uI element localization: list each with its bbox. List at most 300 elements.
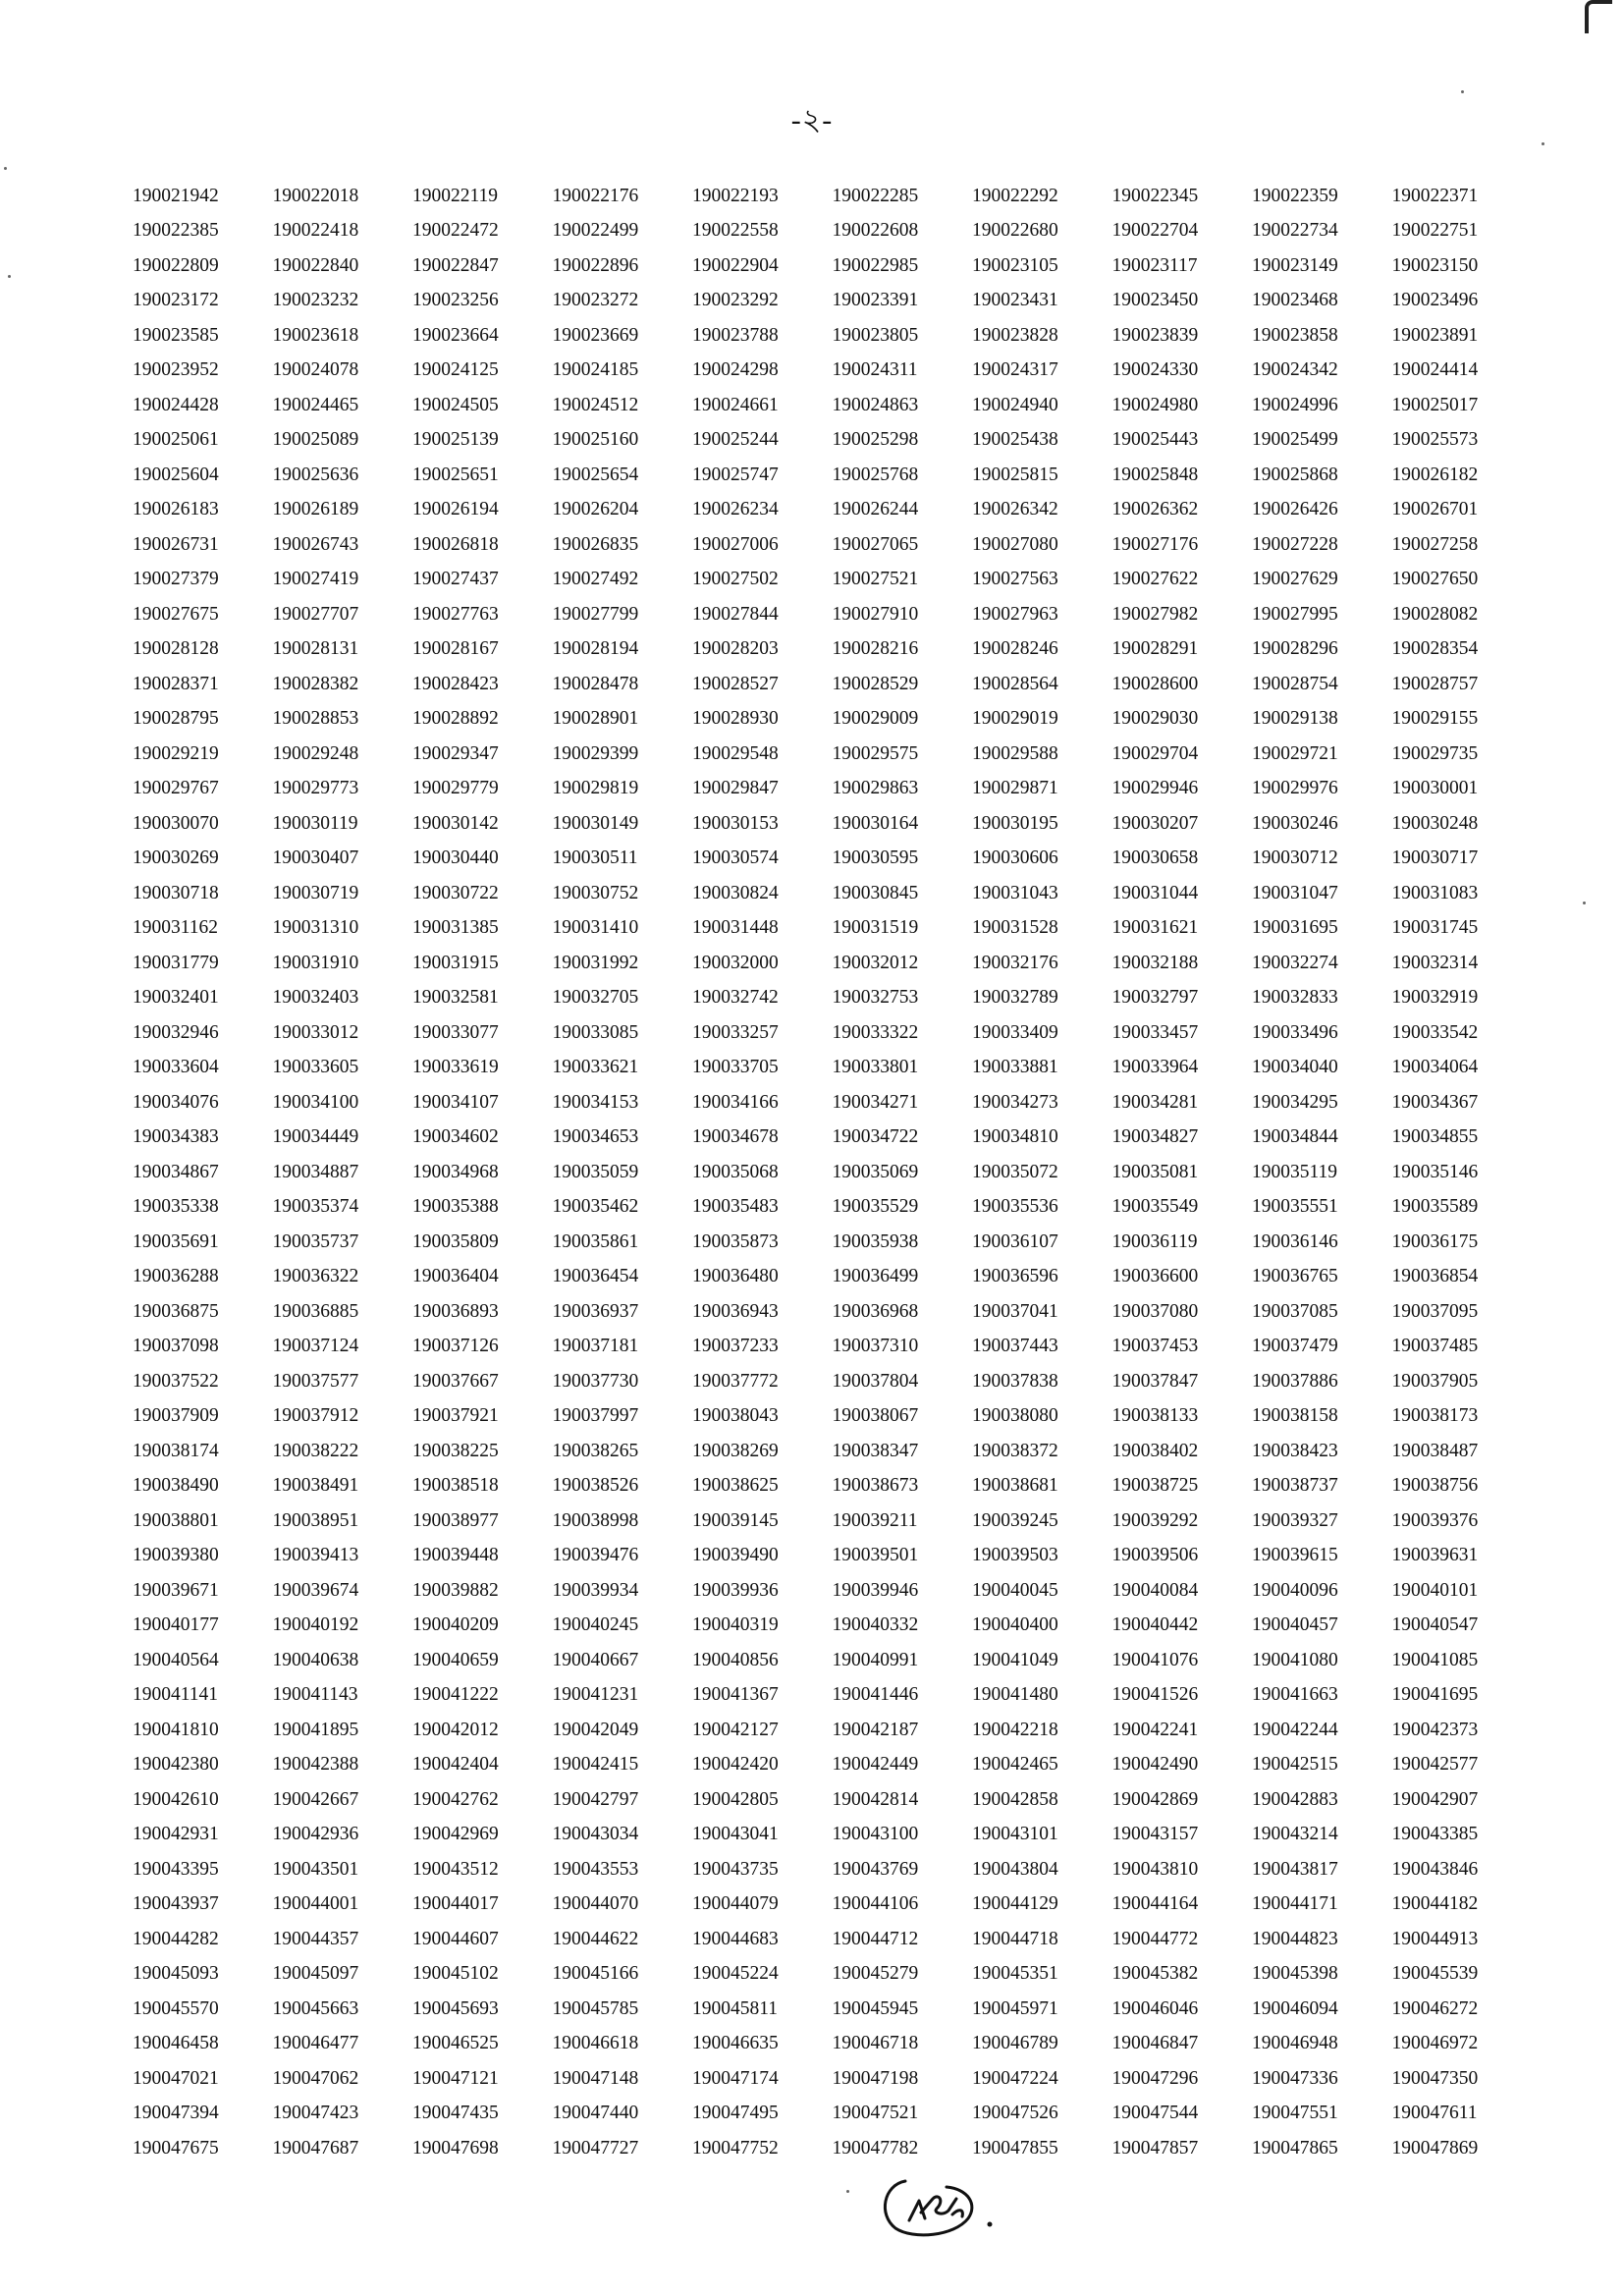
roll-number-cell: 190024414 (1391, 359, 1479, 381)
roll-number-cell: 190030606 (972, 847, 1058, 869)
roll-number-cell: 190039327 (1252, 1509, 1338, 1531)
table-row (133, 284, 1532, 319)
roll-number-cell: 190034449 (272, 1126, 359, 1148)
roll-number-cell: 190038737 (1252, 1475, 1338, 1497)
roll-number-cell: 190040547 (1391, 1614, 1479, 1636)
roll-number-cell: 190023664 (412, 324, 499, 346)
roll-number-cell: 190042805 (692, 1788, 779, 1810)
roll-number-cell: 190025017 (1391, 394, 1479, 415)
table-row (133, 1503, 1532, 1539)
roll-number-cell: 190047148 (552, 2067, 639, 2089)
roll-number-cell: 190041810 (133, 1719, 219, 1740)
roll-number-cell: 190038347 (832, 1440, 919, 1461)
roll-number-cell: 190027563 (972, 569, 1058, 590)
roll-number-cell: 190043385 (1391, 1824, 1479, 1845)
roll-number-cell: 190038490 (133, 1475, 219, 1497)
roll-number-cell: 190022704 (1111, 220, 1199, 242)
roll-number-cell: 190022371 (1391, 185, 1479, 206)
roll-number-cell: 190025868 (1252, 464, 1338, 485)
roll-number-cell: 190041080 (1252, 1649, 1338, 1670)
table-row (133, 563, 1532, 598)
roll-number-cell: 190047752 (692, 2137, 779, 2159)
roll-number-cell: 190031044 (1111, 882, 1199, 903)
roll-number-cell: 190036499 (832, 1266, 919, 1287)
table-row (133, 1678, 1532, 1714)
roll-number-cell: 190024512 (552, 394, 639, 415)
roll-number-cell: 190024317 (972, 359, 1058, 381)
roll-number-cell: 190047440 (552, 2103, 639, 2124)
roll-number-cell: 190036146 (1252, 1230, 1338, 1252)
roll-number-cell: 190038491 (272, 1475, 359, 1497)
roll-number-cell: 190027006 (692, 533, 779, 555)
roll-number-cell: 190041143 (272, 1684, 358, 1706)
roll-number-cell: 190047296 (1111, 2067, 1199, 2089)
table-row (133, 1260, 1532, 1295)
roll-number-cell: 190028082 (1391, 603, 1479, 625)
roll-number-cell: 190042667 (272, 1788, 359, 1810)
roll-number-cell: 190030195 (972, 812, 1058, 834)
speck (1583, 902, 1586, 904)
roll-number-cell: 190027763 (412, 603, 499, 625)
table-row (133, 1539, 1532, 1574)
roll-number-cell: 190034273 (972, 1091, 1058, 1113)
roll-number-cell: 190033604 (133, 1057, 219, 1078)
roll-number-cell: 190039674 (272, 1579, 359, 1601)
table-row (133, 1294, 1532, 1330)
roll-number-cell: 190042187 (832, 1719, 919, 1740)
table-row (133, 1748, 1532, 1783)
roll-number-cell: 190031410 (552, 917, 639, 939)
roll-number-cell: 190036404 (412, 1266, 499, 1287)
roll-number-cell: 190028296 (1252, 638, 1338, 660)
roll-number-cell: 190034678 (692, 1126, 779, 1148)
roll-number-cell: 190025443 (1111, 429, 1199, 451)
roll-number-cell: 190023256 (412, 290, 499, 311)
roll-number-cell: 190036765 (1252, 1266, 1338, 1287)
roll-number-cell: 190032797 (1111, 987, 1199, 1009)
roll-number-cell: 190037667 (412, 1370, 499, 1392)
table-row (133, 1015, 1532, 1051)
roll-number-cell: 190035589 (1391, 1196, 1479, 1218)
roll-number-cell: 190041049 (972, 1649, 1058, 1670)
roll-number-cell: 190042380 (133, 1754, 219, 1776)
roll-number-cell: 190028371 (133, 673, 219, 694)
roll-number-cell: 190032753 (832, 987, 919, 1009)
roll-number-cell: 190043100 (832, 1824, 919, 1845)
roll-number-cell: 190041222 (412, 1684, 499, 1706)
roll-number-cell: 190037443 (972, 1336, 1058, 1357)
roll-number-cell: 190028382 (272, 673, 359, 694)
roll-number-cell: 190029773 (272, 778, 359, 799)
roll-number-cell: 190027844 (692, 603, 779, 625)
roll-number-cell: 190026743 (272, 533, 359, 555)
roll-number-cell: 190042858 (972, 1788, 1058, 1810)
roll-number-cell: 190039671 (133, 1579, 219, 1601)
table-row (133, 1121, 1532, 1156)
roll-number-cell: 190029347 (412, 742, 499, 764)
roll-number-cell: 190044182 (1391, 1893, 1479, 1915)
roll-number-cell: 190037085 (1252, 1300, 1338, 1322)
roll-number-cell: 190024980 (1111, 394, 1199, 415)
roll-number-cell: 190035119 (1252, 1161, 1338, 1182)
roll-number-cell: 190025815 (972, 464, 1058, 485)
roll-number-cell: 190023839 (1111, 324, 1199, 346)
roll-number-cell: 190039413 (272, 1545, 359, 1566)
roll-number-cell: 190040659 (412, 1649, 499, 1670)
roll-number-cell: 190029030 (1111, 708, 1199, 730)
roll-number-cell: 190047869 (1391, 2137, 1479, 2159)
roll-number-cell: 190037912 (272, 1405, 359, 1427)
roll-number-cell: 190033619 (412, 1057, 499, 1078)
roll-number-cell: 190038756 (1391, 1475, 1479, 1497)
roll-number-cell: 190023450 (1111, 290, 1199, 311)
roll-number-cell: 190038158 (1252, 1405, 1338, 1427)
roll-number-cell: 190025298 (832, 429, 919, 451)
table-row (133, 842, 1532, 877)
roll-number-cell: 190038998 (552, 1509, 639, 1531)
roll-number-cell: 190046948 (1252, 2033, 1338, 2054)
roll-number-cell: 190045971 (972, 1997, 1058, 2019)
roll-number-cell: 190033496 (1252, 1021, 1338, 1043)
signature-mark (874, 2163, 1001, 2242)
table-row (133, 806, 1532, 842)
roll-number-cell: 190022119 (412, 185, 499, 206)
roll-number-cell: 190041085 (1391, 1649, 1479, 1670)
roll-number-cell: 190040177 (133, 1614, 219, 1636)
table-row (133, 981, 1532, 1016)
roll-number-cell: 190042490 (1111, 1754, 1199, 1776)
roll-number-cell: 190040096 (1252, 1579, 1338, 1601)
roll-number-cell: 190044622 (552, 1928, 639, 1949)
roll-number-cell: 190047021 (133, 2067, 219, 2089)
table-row (133, 1922, 1532, 1957)
roll-number-cell: 190032581 (412, 987, 499, 1009)
roll-number-cell: 190038681 (972, 1475, 1058, 1497)
roll-number-cell: 190031915 (412, 952, 499, 973)
roll-number-cell: 190041141 (133, 1684, 219, 1706)
roll-number-cell: 190022558 (692, 220, 779, 242)
roll-number-cell: 190037909 (133, 1405, 219, 1427)
roll-number-cell: 190035388 (412, 1196, 499, 1218)
roll-number-cell: 190023468 (1252, 290, 1338, 311)
roll-number-cell: 190037730 (552, 1370, 639, 1392)
roll-number-cell: 190047435 (412, 2103, 499, 2124)
roll-number-cell: 190038043 (692, 1405, 779, 1427)
table-row (133, 2027, 1532, 2062)
table-row (133, 1434, 1532, 1469)
table-row (133, 248, 1532, 284)
roll-number-cell: 190035462 (552, 1196, 639, 1218)
roll-number-cell: 190046458 (133, 2033, 219, 2054)
table-row (133, 1992, 1532, 2027)
roll-number-cell: 190037098 (133, 1336, 219, 1357)
roll-number-cell: 190046094 (1252, 1997, 1338, 2019)
roll-number-cell: 190047521 (832, 2103, 919, 2124)
roll-number-cell: 190022985 (832, 254, 919, 276)
table-row (133, 2061, 1532, 2097)
roll-number-cell: 190044712 (832, 1928, 919, 1949)
roll-number-cell: 190035529 (832, 1196, 919, 1218)
roll-number-cell: 190040856 (692, 1649, 779, 1670)
speck (1461, 90, 1464, 93)
roll-number-cell: 190028853 (272, 708, 359, 730)
roll-number-cell: 190034271 (832, 1091, 919, 1113)
roll-number-cell: 190042610 (133, 1788, 219, 1810)
roll-number-cell: 190032000 (692, 952, 779, 973)
roll-number-cell: 190022285 (832, 185, 919, 206)
roll-number-cell: 190037522 (133, 1370, 219, 1392)
roll-number-cell: 190029847 (692, 778, 779, 799)
roll-number-cell: 190034722 (832, 1126, 919, 1148)
roll-number-cell: 190034367 (1391, 1091, 1479, 1113)
table-row (133, 702, 1532, 738)
roll-number-cell: 190022292 (972, 185, 1058, 206)
roll-number-cell: 190030574 (692, 847, 779, 869)
roll-number-cell: 190027502 (692, 569, 779, 590)
roll-number-cell: 190031745 (1391, 917, 1479, 939)
roll-number-cell: 190047350 (1391, 2067, 1479, 2089)
roll-number-cell: 190022345 (1111, 185, 1199, 206)
roll-number-cell: 190034653 (552, 1126, 639, 1148)
roll-number-cell: 190034810 (972, 1126, 1058, 1148)
roll-number-cell: 190046618 (552, 2033, 639, 2054)
roll-number-cell: 190030248 (1391, 812, 1479, 834)
roll-number-cell: 190024940 (972, 394, 1058, 415)
roll-number-cell: 190043846 (1391, 1858, 1479, 1880)
table-row (133, 2097, 1532, 2132)
roll-number-cell: 190033085 (552, 1021, 639, 1043)
table-row (133, 632, 1532, 668)
roll-number-cell: 190030712 (1252, 847, 1338, 869)
roll-number-cell: 190042465 (972, 1754, 1058, 1776)
roll-number-cell: 190036119 (1111, 1230, 1198, 1252)
roll-number-cell: 190022608 (832, 220, 919, 242)
roll-number-cell: 190026244 (832, 499, 919, 520)
roll-number-cell: 190030269 (133, 847, 219, 869)
roll-number-cell: 190031519 (832, 917, 919, 939)
roll-number-cell: 190035081 (1111, 1161, 1199, 1182)
table-row (133, 1085, 1532, 1121)
roll-number-cell: 190029871 (972, 778, 1058, 799)
roll-number-cell: 190040101 (1391, 1579, 1479, 1601)
roll-number-cell: 190023891 (1391, 324, 1479, 346)
roll-number-cell: 190027995 (1252, 603, 1338, 625)
roll-number-cell: 190028527 (692, 673, 779, 694)
roll-number-cell: 190026835 (552, 533, 639, 555)
roll-number-cell: 190033542 (1391, 1021, 1479, 1043)
roll-number-cell: 190041076 (1111, 1649, 1199, 1670)
roll-number-cell: 190040667 (552, 1649, 639, 1670)
roll-number-cell: 190029976 (1252, 778, 1338, 799)
roll-number-cell: 190039211 (832, 1509, 918, 1531)
roll-number-cell: 190041895 (272, 1719, 359, 1740)
roll-number-cell: 190047174 (692, 2067, 779, 2089)
roll-number-cell: 190045785 (552, 1997, 639, 2019)
roll-number-cell: 190036107 (972, 1230, 1058, 1252)
roll-number-cell: 190027437 (412, 569, 499, 590)
roll-number-cell: 190033801 (832, 1057, 919, 1078)
roll-number-cell: 190037080 (1111, 1300, 1199, 1322)
roll-number-cell: 190030717 (1391, 847, 1479, 869)
roll-number-cell: 190037124 (272, 1336, 359, 1357)
roll-number-cell: 190045093 (133, 1963, 219, 1985)
roll-number-cell: 190030246 (1252, 812, 1338, 834)
roll-number-cell: 190039501 (832, 1545, 919, 1566)
roll-number-cell: 190047121 (412, 2067, 499, 2089)
roll-number-cell: 190027650 (1391, 569, 1479, 590)
roll-number-cell: 190034295 (1252, 1091, 1338, 1113)
roll-number-cell: 190043395 (133, 1858, 219, 1880)
roll-number-cell: 190027707 (272, 603, 359, 625)
roll-number-cell: 190045693 (412, 1997, 499, 2019)
roll-number-cell: 190034166 (692, 1091, 779, 1113)
roll-number-cell: 190025061 (133, 429, 219, 451)
roll-number-cell: 190032314 (1391, 952, 1479, 973)
table-row (133, 493, 1532, 528)
table-row (133, 354, 1532, 389)
roll-number-cell: 190028291 (1111, 638, 1199, 660)
roll-number-cell: 190027963 (972, 603, 1058, 625)
roll-number-cell: 190032401 (133, 987, 219, 1009)
roll-number-cell: 190028754 (1252, 673, 1338, 694)
roll-number-cell: 190044129 (972, 1893, 1058, 1915)
roll-number-cell: 190034281 (1111, 1091, 1199, 1113)
roll-number-cell: 190033964 (1111, 1057, 1199, 1078)
roll-number-cell: 190027065 (832, 533, 919, 555)
roll-number-cell: 190035068 (692, 1161, 779, 1182)
roll-number-cell: 190037997 (552, 1405, 639, 1427)
roll-number-cell: 190025747 (692, 464, 779, 485)
roll-number-cell: 190036885 (272, 1300, 359, 1322)
roll-number-cell: 190031528 (972, 917, 1058, 939)
roll-number-cell: 190037126 (412, 1336, 499, 1357)
roll-number-cell: 190030511 (552, 847, 638, 869)
roll-number-cell: 190028930 (692, 708, 779, 730)
roll-number-cell: 190021942 (133, 185, 219, 206)
roll-number-cell: 190047675 (133, 2137, 219, 2159)
roll-number-cell: 190034855 (1391, 1126, 1479, 1148)
roll-number-cell: 190036893 (412, 1300, 499, 1322)
roll-number-cell: 190047544 (1111, 2103, 1199, 2124)
roll-number-cell: 190032742 (692, 987, 779, 1009)
roll-number-cell: 190025244 (692, 429, 779, 451)
roll-number-cell: 190047394 (133, 2103, 219, 2124)
roll-number-cell: 190035338 (133, 1196, 219, 1218)
roll-number-table-body (133, 179, 1532, 2166)
table-row (133, 214, 1532, 249)
roll-number-cell: 190032705 (552, 987, 639, 1009)
roll-number-cell: 190029575 (832, 742, 919, 764)
table-row (133, 737, 1532, 772)
roll-number-cell: 190040319 (692, 1614, 779, 1636)
roll-number-cell: 190030142 (412, 812, 499, 834)
roll-number-cell: 190036937 (552, 1300, 639, 1322)
roll-number-cell: 190022840 (272, 254, 359, 276)
roll-number-cell: 190026189 (272, 499, 359, 520)
roll-number-cell: 190026818 (412, 533, 499, 555)
roll-number-cell: 190038625 (692, 1475, 779, 1497)
roll-number-cell: 190040332 (832, 1614, 919, 1636)
roll-number-cell: 190035737 (272, 1230, 359, 1252)
roll-number-cell: 190030440 (412, 847, 499, 869)
roll-number-cell: 190047062 (272, 2067, 359, 2089)
roll-number-cell: 190042404 (412, 1754, 499, 1776)
roll-number-cell: 190022680 (972, 220, 1058, 242)
roll-number-cell: 190029588 (972, 742, 1058, 764)
roll-number-cell: 190033012 (272, 1021, 359, 1043)
roll-number-cell: 190046272 (1391, 1997, 1479, 2019)
roll-number-cell: 190031992 (552, 952, 639, 973)
roll-number-cell: 190025573 (1391, 429, 1479, 451)
roll-number-cell: 190027492 (552, 569, 639, 590)
roll-number-cell: 190043769 (832, 1858, 919, 1880)
roll-number-cell: 190044070 (552, 1893, 639, 1915)
roll-number-cell: 190036854 (1391, 1266, 1479, 1287)
roll-number-cell: 190029019 (972, 708, 1058, 730)
roll-number-cell: 190026701 (1391, 499, 1479, 520)
roll-number-cell: 190030752 (552, 882, 639, 903)
roll-number-cell: 190038673 (832, 1475, 919, 1497)
roll-number-cell: 190024125 (412, 359, 499, 381)
roll-number-cell: 190039476 (552, 1545, 639, 1566)
roll-number-cell: 190031695 (1252, 917, 1338, 939)
roll-number-cell: 190028216 (832, 638, 919, 660)
roll-number-cell: 190044079 (692, 1893, 779, 1915)
roll-number-cell: 190043817 (1252, 1858, 1338, 1880)
roll-number-cell: 190023858 (1252, 324, 1338, 346)
roll-number-cell: 190041446 (832, 1684, 919, 1706)
roll-number-cell: 190028194 (552, 638, 639, 660)
roll-number-cell: 190038518 (412, 1475, 499, 1497)
roll-number-cell: 190045398 (1252, 1963, 1338, 1985)
roll-number-cell: 190047495 (692, 2103, 779, 2124)
roll-number-cell: 190032012 (832, 952, 919, 973)
roll-number-cell: 190034827 (1111, 1126, 1199, 1148)
roll-number-cell: 190024330 (1111, 359, 1199, 381)
roll-number-cell: 190027982 (1111, 603, 1199, 625)
roll-number-cell: 190026194 (412, 499, 499, 520)
roll-number-cell: 190029138 (1252, 708, 1338, 730)
roll-number-table (133, 179, 1532, 2166)
roll-number-cell: 190039245 (972, 1509, 1058, 1531)
speck (1542, 142, 1544, 145)
roll-number-cell: 190047551 (1252, 2103, 1338, 2124)
table-row (133, 772, 1532, 807)
roll-number-cell: 190037181 (552, 1336, 639, 1357)
roll-number-cell: 190044772 (1111, 1928, 1199, 1949)
roll-number-cell: 190038269 (692, 1440, 779, 1461)
roll-number-cell: 190035873 (692, 1230, 779, 1252)
table-row (133, 1573, 1532, 1609)
roll-number-cell: 190027419 (272, 569, 359, 590)
roll-number-cell: 190024342 (1252, 359, 1338, 381)
roll-number-cell: 190034867 (133, 1161, 219, 1182)
roll-number-cell: 190028246 (972, 638, 1058, 660)
roll-number-cell: 190046477 (272, 2033, 359, 2054)
roll-number-cell: 190028203 (692, 638, 779, 660)
roll-number-cell: 190023272 (552, 290, 639, 311)
roll-number-cell: 190031310 (272, 917, 359, 939)
roll-number-cell: 190024996 (1252, 394, 1338, 415)
roll-number-cell: 190029155 (1391, 708, 1479, 730)
roll-number-cell: 190043810 (1111, 1858, 1199, 1880)
roll-number-cell: 190038265 (552, 1440, 639, 1461)
roll-number-cell: 190040564 (133, 1649, 219, 1670)
roll-number-cell: 190044823 (1252, 1928, 1338, 1949)
roll-number-cell: 190030658 (1111, 847, 1199, 869)
roll-number-cell: 190024863 (832, 394, 919, 415)
roll-number-cell: 190033409 (972, 1021, 1058, 1043)
